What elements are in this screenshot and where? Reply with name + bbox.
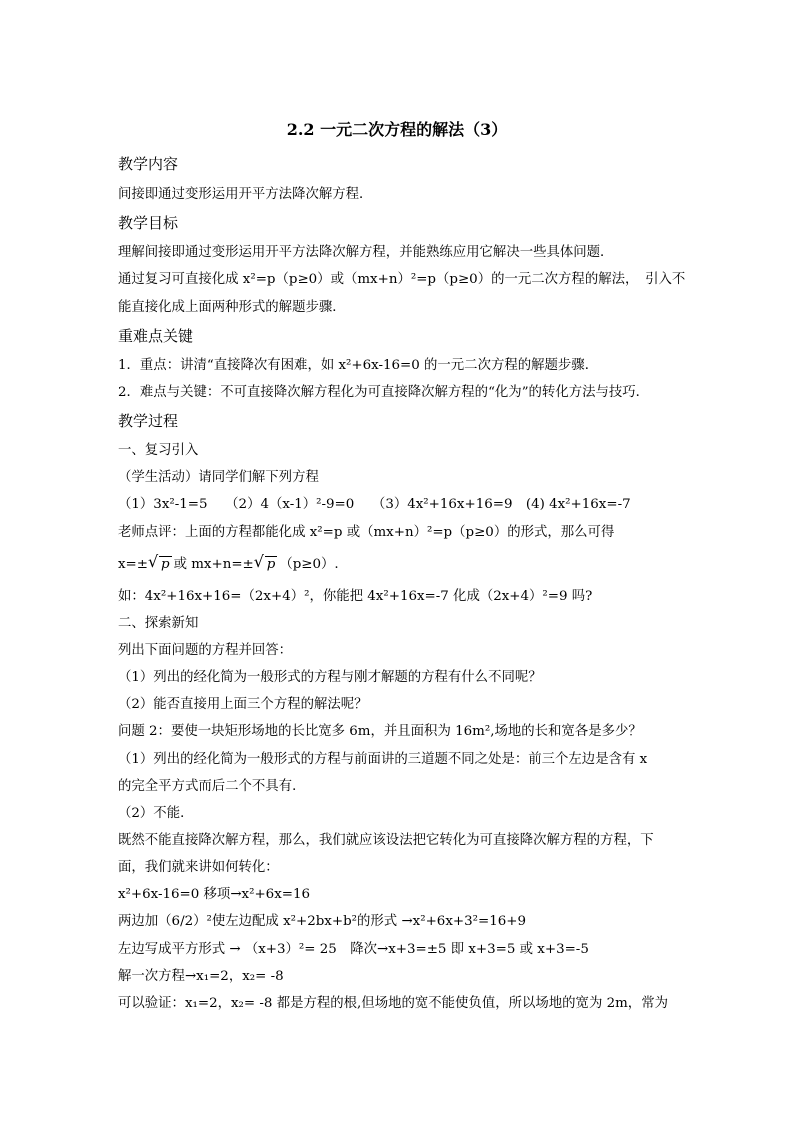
paragraph: 可以验证：x₁=2，x₂= -8 都是方程的根,但场地的宽不能使负值，所以场地的宽为 2m，常为 [118, 996, 668, 1011]
solution-suffix: （p≥0）. [279, 557, 339, 572]
problem: 问题 2：要使一块矩形场地的长比宽多 6m，并且面积为 16m²,场地的长和宽各是多少？ [118, 724, 642, 739]
paragraph: 理解间接即通过变形运用开平方法降次解方程，并能熟练应用它解决一些具体问题． [118, 245, 614, 260]
paragraph: 能直接化成上面两种形式的解题步骤． [118, 300, 346, 315]
solution-step: 左边写成平方形式 → （x+3）²= 25 降次→x+3=±5 即 x+3=5 或 x+3=-5 [118, 942, 589, 957]
answer: 的完全平方式而后二个不具有． [118, 779, 306, 794]
solution-formula [118, 557, 339, 573]
subsection-heading: 一、复习引入 [118, 443, 199, 458]
radicand: p [266, 557, 276, 572]
paragraph: 间接即通过变形运用开平方法降次解方程． [118, 187, 373, 202]
solution-step: 两边加（6/2）²使左边配成 x²+2bx+b²的形式 →x²+6x+3²=16+9 [118, 914, 526, 929]
square-root [150, 557, 172, 573]
section-heading-key-points: 重难点关键 [118, 327, 194, 345]
key-point: 1．重点：讲清“直接降次有困难，如 x²+6x-16=0 的一元二次方程的解题步骤． [118, 358, 599, 373]
paragraph: 列出下面问题的方程并回答： [118, 643, 293, 658]
answer: （2）不能． [118, 806, 194, 821]
document-title: 2.2 一元二次方程的解法（3） [286, 120, 508, 139]
key-point: 2．难点与关键：不可直接降次解方程化为可直接降次解方程的“化为”的转化方法与技巧． [118, 385, 650, 400]
square-root [256, 557, 278, 573]
paragraph: 面，我们就来讲如何转化： [118, 860, 279, 875]
question: （2）能否直接用上面三个方程的解法呢？ [118, 697, 368, 712]
question: （1）列出的经化简为一般形式的方程与刚才解题的方程有什么不同呢？ [118, 670, 542, 685]
answer: （1）列出的经化简为一般形式的方程与前面讲的三道题不同之处是：前三个左边是含有 x [118, 752, 648, 767]
paragraph: 通过复习可直接化成 x²=p（p≥0）或（mx+n）²=p（p≥0）的一元二次方程的解法， 引入不 [118, 272, 686, 287]
equation-list: （1）3x²-1=5 （2）4（x-1）²-9=0 （3）4x²+16x+16=9 (4) 4x²+16x=-7 [118, 497, 631, 512]
subsection-heading: 二、探索新知 [118, 616, 199, 631]
solution-middle: 或 mx+n=± [173, 557, 254, 572]
solution-prefix: x=± [118, 557, 148, 572]
example-line: 如：4x²+16x+16=（2x+4）²，你能把 4x²+16x=-7 化成（2x+4）²=9 吗? [118, 589, 593, 604]
radicand: p [161, 557, 170, 572]
paragraph: 老师点评：上面的方程都能化成 x²=p 或（mx+n）²=p（p≥0）的形式，那么可得 [118, 525, 615, 540]
solution-step: 解一次方程→x₁=2，x₂= -8 [118, 969, 284, 984]
paragraph: （学生活动）请同学们解下列方程 [118, 470, 319, 485]
section-heading-process: 教学过程 [118, 412, 179, 430]
paragraph: 既然不能直接降次解方程，那么，我们就应该设法把它转化为可直接降次解方程的方程，下 [118, 833, 654, 848]
section-heading-content: 教学内容 [118, 155, 179, 173]
section-heading-goals: 教学目标 [118, 214, 179, 232]
solution-step: x²+6x-16=0 移项→x²+6x=16 [118, 887, 311, 902]
